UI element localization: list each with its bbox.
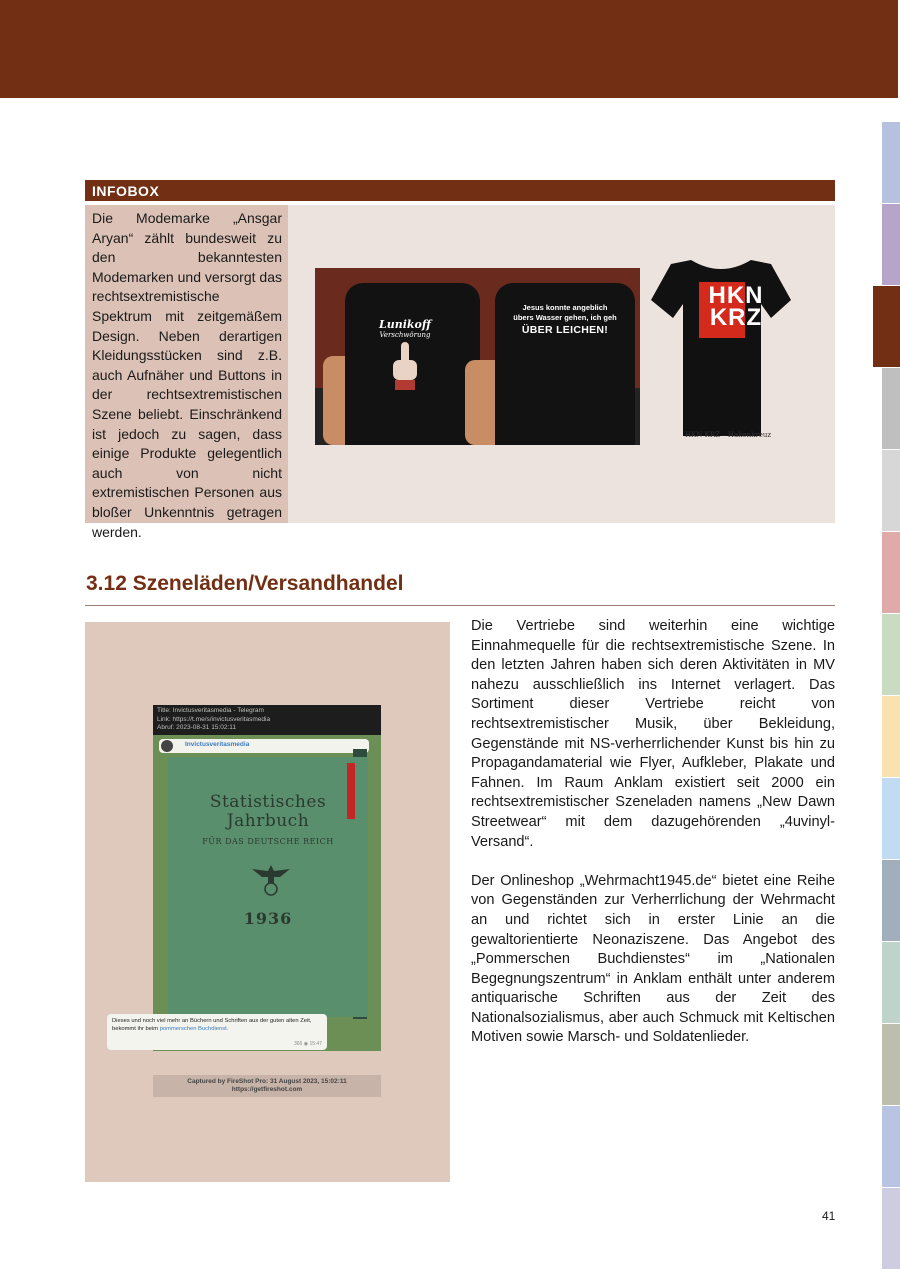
chapter-tab: [873, 286, 900, 367]
channel-name: Invictusveritasmedia: [185, 741, 250, 748]
footer-url: https://getfireshot.com: [231, 1086, 303, 1093]
chapter-tab: [882, 1188, 900, 1269]
chapter-tab: [882, 1106, 900, 1187]
chapter-tab: [882, 614, 900, 695]
hkn-line-2: KRZ: [709, 304, 763, 331]
chat-message: [107, 1014, 327, 1050]
chapter-tab: [882, 122, 900, 203]
slogan-print: [500, 303, 630, 337]
book-subtitle: FÜR DAS DEUTSCHE REICH: [202, 837, 334, 846]
screenshot-title: Title: Invictusveritasmedia - Telegram: [157, 707, 264, 714]
book-cover: [168, 757, 368, 1017]
message-text: Dieses und noch viel mehr an Büchern und Schriften aus der guten alten Zeit, bekommt ihr beim: [112, 1018, 312, 1032]
lunikoff-print: [355, 318, 455, 339]
heading-rule: [85, 605, 835, 606]
eagle-emblem-icon: [250, 861, 292, 897]
footer-captured: Captured by FireShot Pro: 31 August 2023, 15:02:11: [187, 1078, 347, 1085]
book-title: [168, 793, 368, 831]
top-header-band: [0, 0, 898, 98]
book-title-line-1: Statistisches: [209, 792, 327, 812]
middle-finger-graphic: [385, 340, 425, 394]
screenshot-footer: [153, 1075, 381, 1097]
chapter-tabs: [882, 122, 900, 1272]
shirts-photo: [315, 268, 640, 445]
book-title-line-2: Jahrbuch: [226, 811, 310, 831]
paragraph-1: Die Vertriebe sind weiterhin eine wichtige Einnahmequelle für die rechtsextremistische Szene. In den letzten Jahren haben sich deren Aktivitäten in MV nahezu ausschließlich ins Internet verlagert. Das Sortiment dieser Vertriebe reicht von rechtsextremistischer Musik, über Bekleidung, Gegenstände mit NS-verherrlichender Kunst bis hin zu Propagandamaterial wie Flyer, Aufkleber, Plakate und Fahnen. Im Raum Anklam existiert seit 2000 ein rechtsextremistischer Szeneladen namens „New Dawn Streetwear“ mit dem dazugehörenden „4uvinyl-Versand“.: [471, 618, 835, 850]
paragraph-2: Der Onlineshop „Wehrmacht1945.de“ bietet eine Reihe von Gegenständen zur Verherrlichung der Wehrmacht an und richtet sich in erster Linie an die gewaltorientierte Neonaziszene. Das Angebot des „Pommerschen Buchdienstes“ im „Nationalen Begegnungszentrum“ in Anklam enthält unter anderem antiquarische Schriften aus der Zeit des Nationalsozialismus, aber auch Schmuck mit Keltischen Motiven sowie Marsch- und Soldatenlieder.: [471, 872, 835, 1046]
book-year: 1936: [243, 909, 293, 928]
screenshot-link: Link: https://t.me/s/invictusveritasmedia: [157, 715, 271, 723]
section-heading: 3.12 Szeneläden/Versandhandel: [86, 572, 404, 595]
hkn-krz-print: [701, 282, 771, 331]
chapter-tab: [882, 368, 900, 449]
chapter-tab: [882, 1024, 900, 1105]
page-number: 41: [822, 1209, 836, 1223]
slogan-big: ÜBER LEICHEN!: [521, 324, 609, 336]
message-link[interactable]: pommerschen Buchdienst.: [159, 1026, 229, 1032]
telegram-screenshot-panel: [85, 622, 450, 1182]
channel-bar: [159, 739, 369, 753]
chapter-tab: [882, 860, 900, 941]
infobox-text-panel: [85, 205, 288, 540]
channel-avatar: [161, 740, 173, 752]
screenshot-header: [153, 705, 381, 735]
infobox-image-panel: [288, 205, 835, 523]
chapter-tab: [882, 532, 900, 613]
chapter-tab: [882, 696, 900, 777]
infobox-text: Die Modemarke „Ansgar Aryan“ zählt bundesweit zu den bekanntesten Modemarken und versorgt das rechtsextremistische Spektrum mit zeitgemäßem Design. Neben derartigen Kleidungsstücken sind z.B. auch Aufnäher und Buttons in der rechtsextremistischen Szene beliebt. Einschränkend ist jedoch zu sagen, dass einige Produkte gelegentlich auch von nicht extremistischen Personen aus bloßer Unkenntnis getragen werden.: [92, 210, 282, 540]
screenshot-date: Abruf: 2023-08-31 15:02:11: [157, 724, 237, 731]
hkn-caption: HKN KRZ – Hakenkreuz: [684, 431, 772, 439]
telegram-chat: [153, 735, 381, 1051]
lunikoff-brand: Lunikoff: [379, 318, 431, 331]
hkn-line-1: HKN: [708, 282, 764, 309]
slogan-line-1: Jesus konnte angeblich: [522, 303, 608, 312]
chapter-tab: [882, 778, 900, 859]
chapter-tab: [882, 942, 900, 1023]
slogan-line-2: übers Wasser gehen, ich geh: [513, 313, 617, 322]
bookmark-ribbon: [347, 763, 355, 819]
lunikoff-sub: Verschwörung: [379, 331, 431, 339]
message-meta: 366 ◉ 15:47: [294, 1041, 322, 1047]
chapter-tab: [882, 204, 900, 285]
chapter-tab: [882, 450, 900, 531]
infobox-label: INFOBOX: [85, 180, 835, 201]
section-body: [471, 617, 835, 1068]
